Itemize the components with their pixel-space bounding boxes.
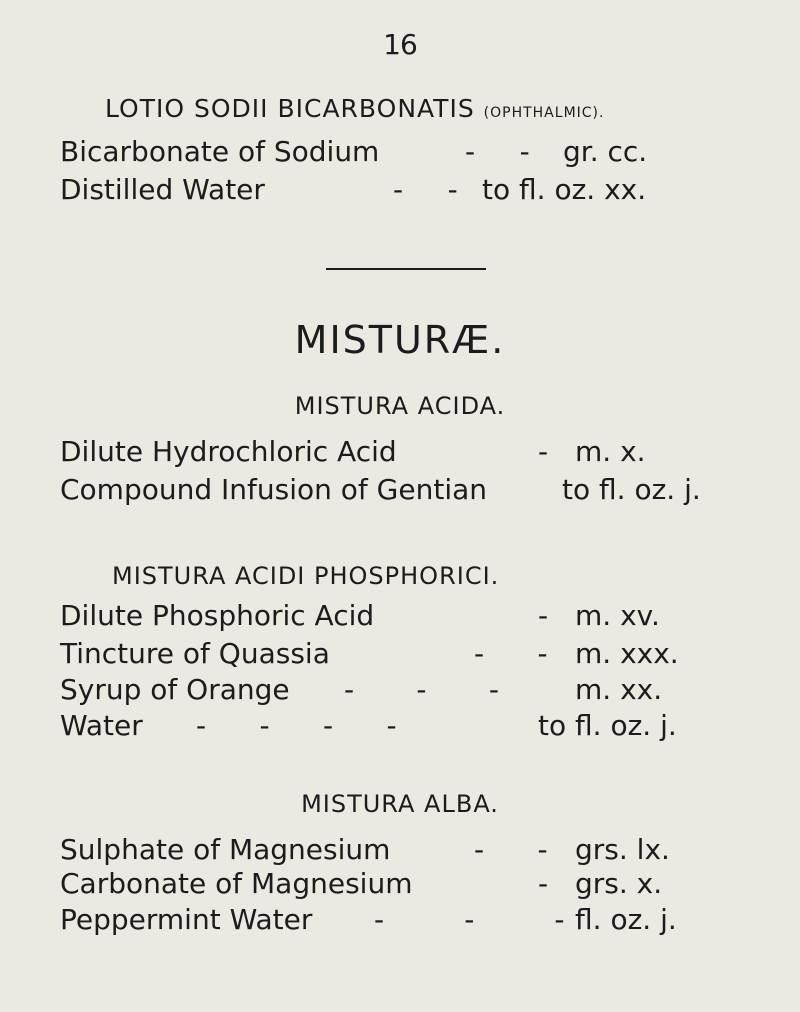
ingredient-dashes: - - - - <box>196 709 397 742</box>
ingredient-qty: to fl. oz. j. <box>562 473 701 506</box>
ingredient-qty: m. xxx. <box>575 637 679 670</box>
ingredient-qty: to fl. oz. xx. <box>482 173 647 206</box>
ingredient-dashes: - <box>538 599 549 632</box>
section-divider <box>326 268 486 270</box>
ingredient-dashes: - - - <box>344 673 499 706</box>
ingredient-name: Water <box>60 709 143 742</box>
mistura-acidi-phosphorici-title: MISTURA ACIDI PHOSPHORICI. <box>112 562 500 590</box>
mistura-acida-title: MISTURA ACIDA. <box>294 392 506 420</box>
ingredient-dashes: - - <box>474 833 548 866</box>
ingredient-name: Syrup of Orange <box>60 673 290 706</box>
acida-ingredient-row <box>60 436 720 468</box>
section-title: MISTURÆ. <box>294 318 506 362</box>
ingredient-qty: m. x. <box>575 435 646 468</box>
ingredient-name: Sulphate of Magnesium <box>60 833 391 866</box>
ingredient-name: Distilled Water <box>60 173 265 206</box>
alba-ingredient-row <box>60 868 720 900</box>
ingredient-qty: gr. cc. <box>563 135 648 168</box>
ingredient-dashes: - - - <box>374 903 565 936</box>
page-number: 16 <box>383 28 417 61</box>
lotio-ingredient-row <box>60 136 720 168</box>
ingredient-dashes: - - <box>465 135 530 168</box>
ingredient-dashes: - <box>538 867 549 900</box>
alba-ingredient-row <box>60 904 720 936</box>
ingredient-qty: fl. oz. j. <box>575 903 677 936</box>
lotio-subtitle: (OPHTHALMIC). <box>483 105 605 121</box>
ingredient-qty: grs. lx. <box>575 833 670 866</box>
ingredient-qty: m. xx. <box>575 673 663 706</box>
ingredient-name: Peppermint Water <box>60 903 313 936</box>
phosphorici-ingredient-row <box>60 600 720 632</box>
ingredient-name: Bicarbonate of Sodium <box>60 135 380 168</box>
lotio-heading <box>105 94 604 123</box>
ingredient-name: Dilute Hydrochloric Acid <box>60 435 397 468</box>
acida-ingredient-row <box>60 474 720 506</box>
phosphorici-ingredient-row <box>60 710 720 742</box>
ingredient-name: Dilute Phosphoric Acid <box>60 599 375 632</box>
ingredient-dashes: - - <box>393 173 458 206</box>
ingredient-dashes: - <box>538 435 549 468</box>
ingredient-name: Tincture of Quassia <box>60 637 330 670</box>
ingredient-qty: grs. x. <box>575 867 663 900</box>
ingredient-qty: to fl. oz. j. <box>538 709 677 742</box>
phosphorici-ingredient-row <box>60 674 720 706</box>
ingredient-name: Carbonate of Magnesium <box>60 867 413 900</box>
lotio-ingredient-row <box>60 174 720 206</box>
ingredient-dashes: - - <box>474 637 548 670</box>
phosphorici-ingredient-row <box>60 638 720 670</box>
mistura-alba-title: MISTURA ALBA. <box>301 790 499 818</box>
ingredient-name: Compound Infusion of Gentian <box>60 473 487 506</box>
lotio-title: LOTIO SODII BICARBONATIS <box>105 94 475 123</box>
ingredient-qty: m. xv. <box>575 599 660 632</box>
alba-ingredient-row <box>60 834 720 866</box>
